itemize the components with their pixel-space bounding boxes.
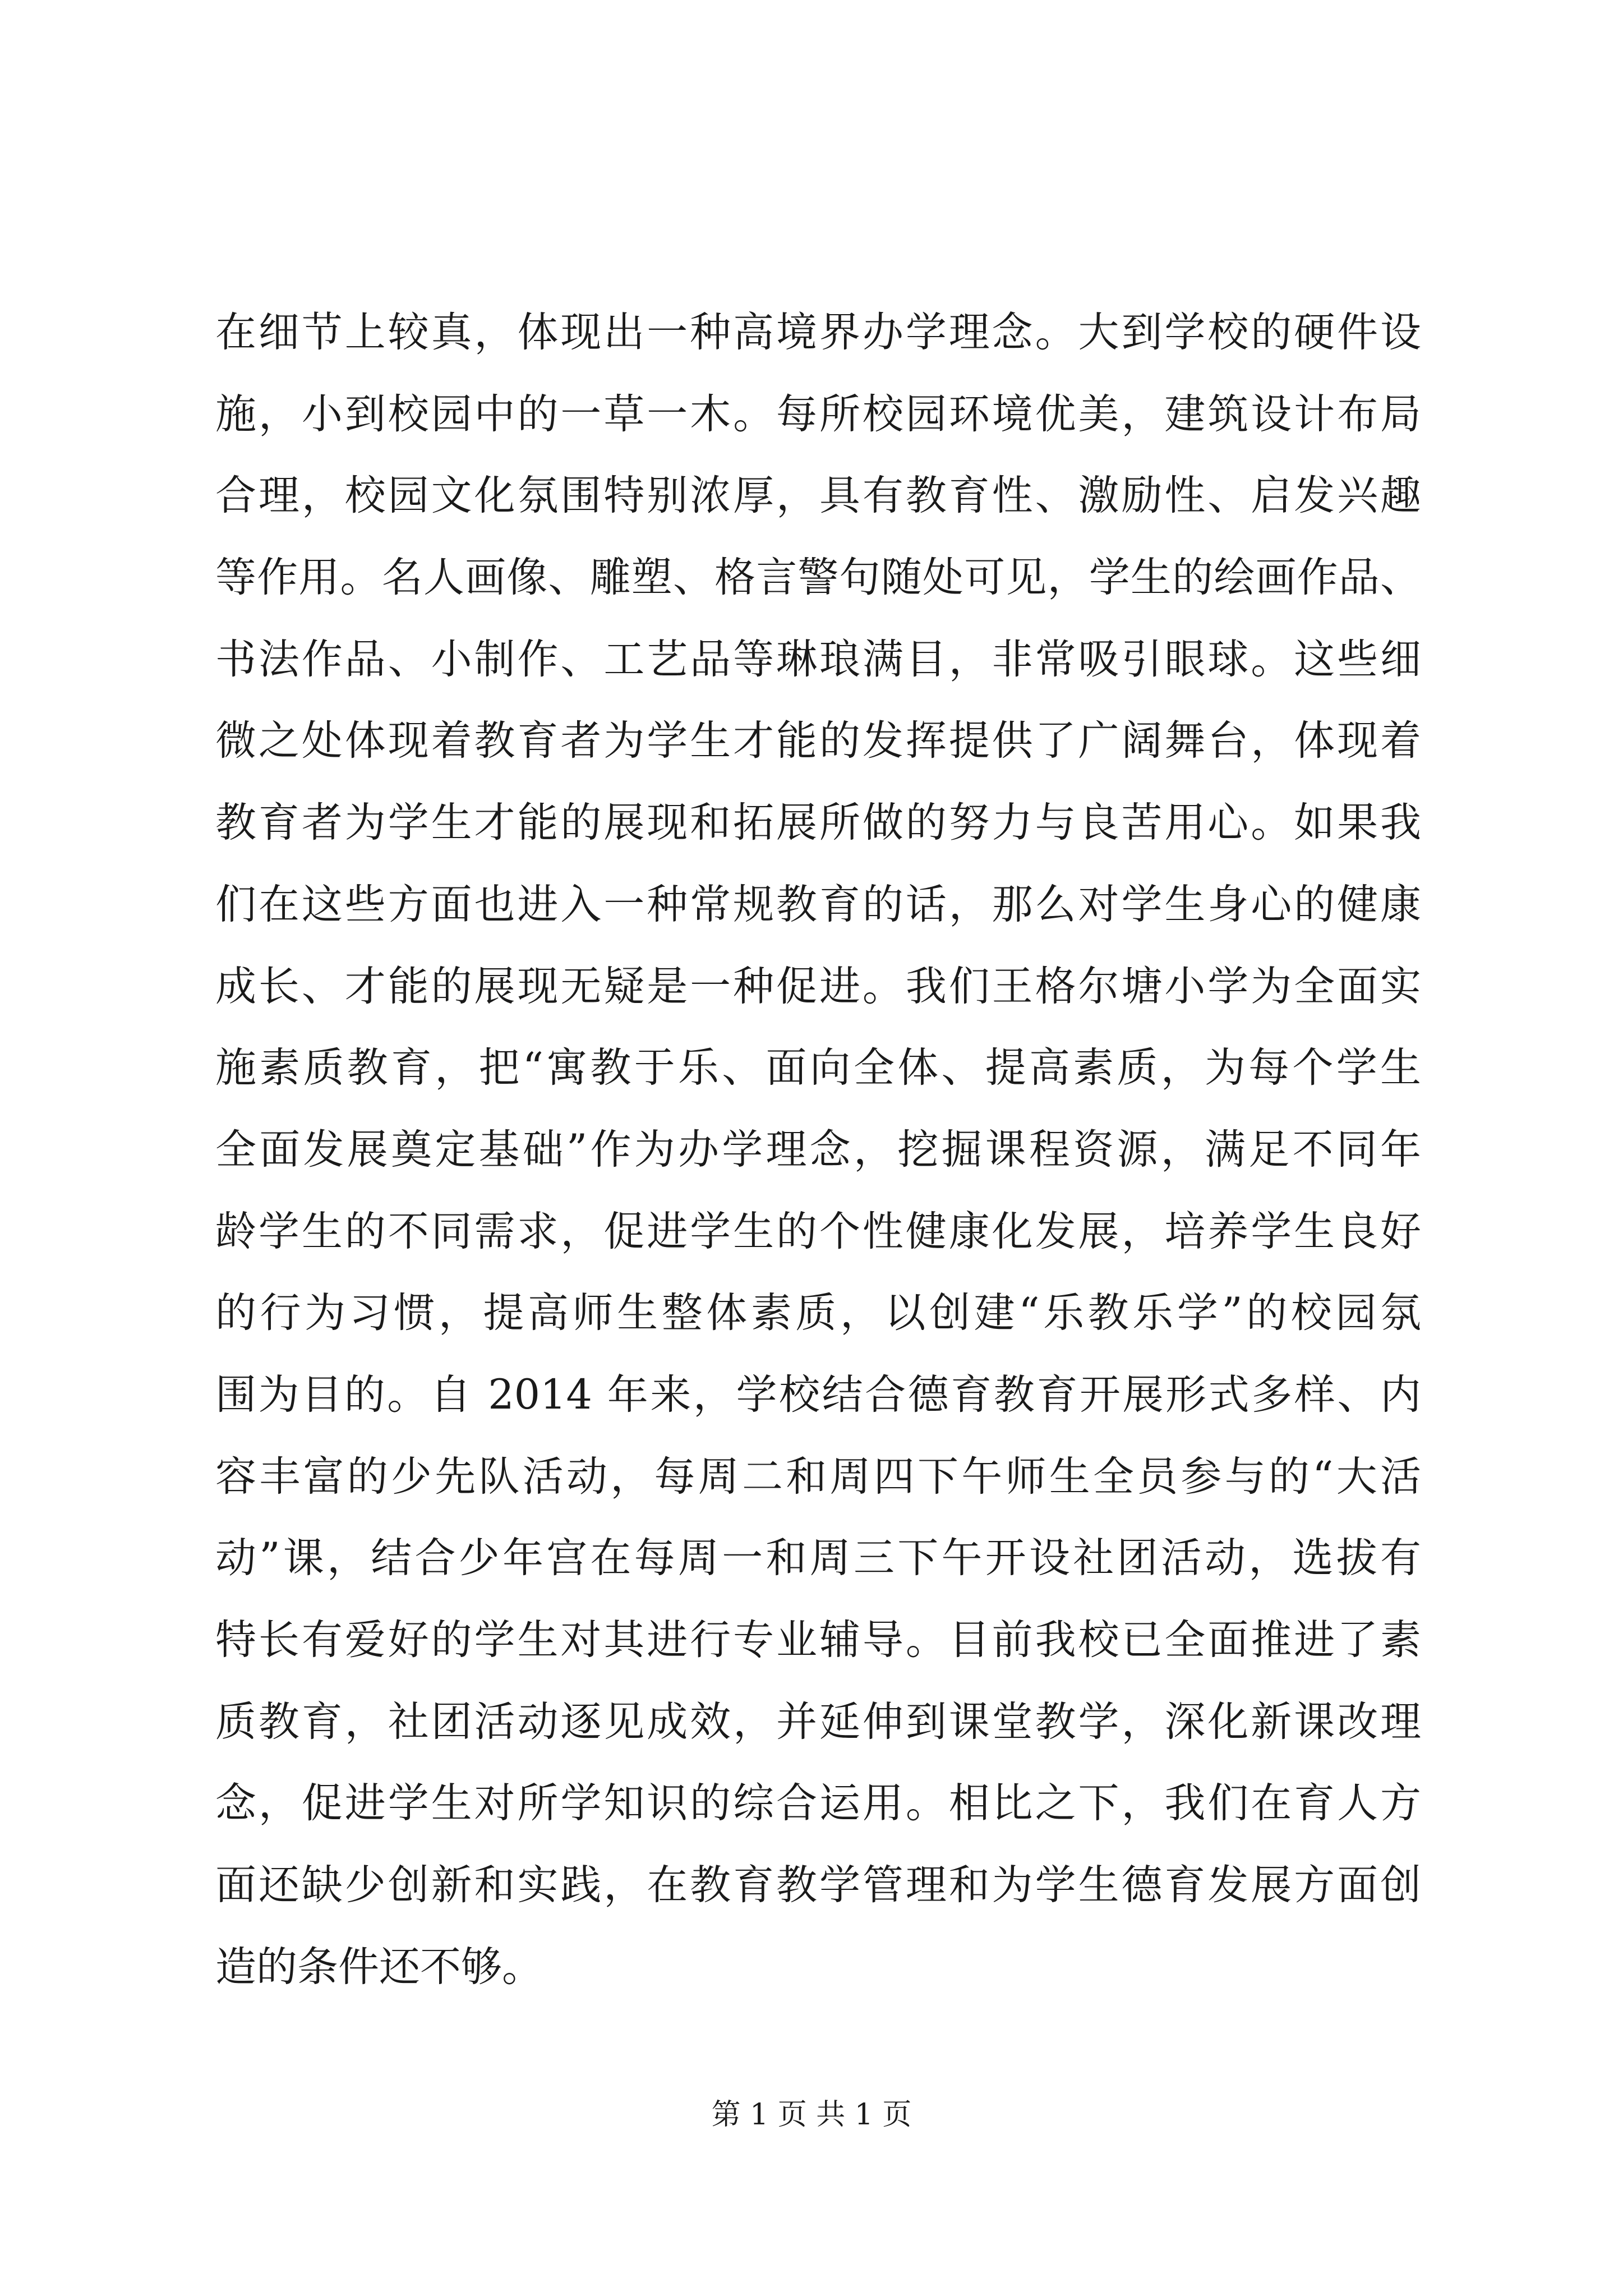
text-line: 合理，校园文化氛围特别浓厚，具有教育性、激励性、启发兴趣: [215, 472, 1421, 520]
text-line: 围为目的。自 2014 年来，学校结合德育教育开展形式多样、内: [215, 1370, 1421, 1419]
text-line: 动”课，结合少年宫在每周一和周三下午开设社团活动，选拔有: [215, 1534, 1421, 1582]
text-line: 在细节上较真，体现出一种高境界办学理念。大到学校的硬件设: [215, 309, 1421, 356]
text-line: 书法作品、小制作、工艺品等琳琅满目，非常吸引眼球。这些细: [215, 635, 1421, 683]
text-line: 质教育，社团活动逐见成效，并延伸到课堂教学，深化新课改理: [215, 1697, 1421, 1746]
text-line: 施，小到校园中的一草一木。每所校园环境优美，建筑设计布局: [215, 390, 1421, 438]
text-line: 念，促进学生对所学知识的综合运用。相比之下，我们在育人方: [215, 1779, 1421, 1828]
text-line: 们在这些方面也进入一种常规教育的话，那么对学生身心的健康: [215, 880, 1421, 928]
text-line: 施素质教育，把“寓教于乐、面向全体、提高素质，为每个学生: [215, 1044, 1421, 1092]
text-line: 特长有爱好的学生对其进行专业辅导。目前我校已全面推进了素: [215, 1616, 1421, 1664]
text-line: 龄学生的不同需求，促进学生的个性健康化发展，培养学生良好: [215, 1207, 1421, 1255]
text-line: 容丰富的少先队活动，每周二和周四下午师生全员参与的“大活: [215, 1452, 1421, 1501]
body-paragraph: [215, 292, 1421, 2008]
text-line: 微之处体现着教育者为学生才能的发挥提供了广阔舞台，体现着: [215, 717, 1421, 765]
text-line: 造的条件还不够。: [215, 1943, 543, 1991]
text-line: 全面发展奠定基础”作为办学理念，挖掘课程资源，满足不同年: [215, 1125, 1421, 1174]
text-line: 等作用。名人画像、雕塑、格言警句随处可见，学生的绘画作品、: [215, 554, 1421, 602]
text-line: 面还缺少创新和实践，在教育教学管理和为学生德育发展方面创: [215, 1861, 1421, 1910]
text-line: 教育者为学生才能的展现和拓展所做的努力与良苦用心。如果我: [215, 799, 1421, 847]
text-line: 成长、才能的展现无疑是一种促进。我们王格尔塘小学为全面实: [215, 962, 1421, 1010]
page-number-footer: 第 1 页 共 1 页: [711, 2098, 912, 2132]
text-line: 的行为习惯，提高师生整体素质，以创建“乐教乐学”的校园氛: [215, 1289, 1421, 1337]
